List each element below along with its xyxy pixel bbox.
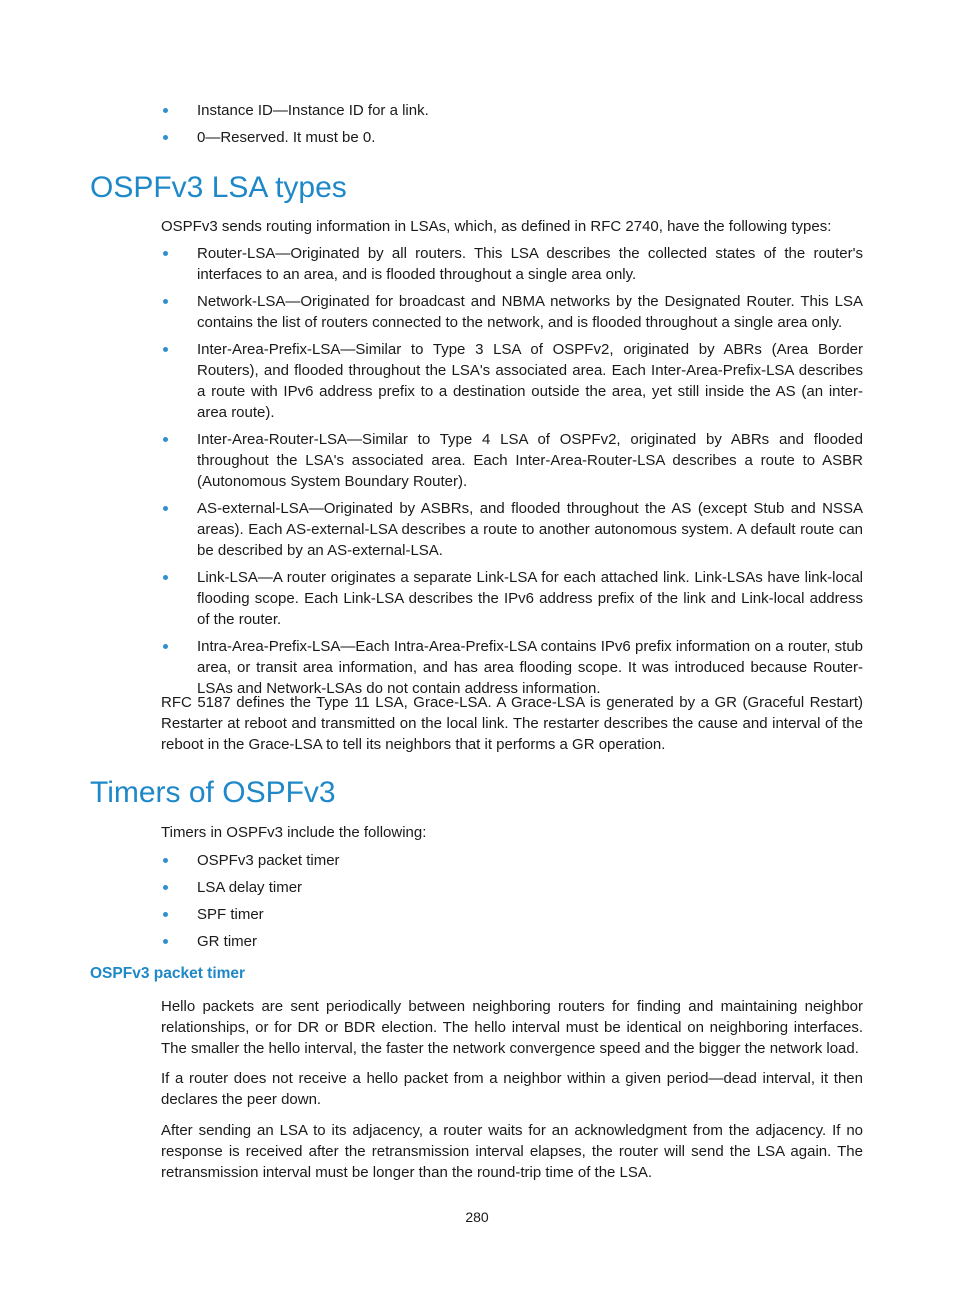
bullet-icon bbox=[163, 437, 168, 442]
list-item: LSA delay timer bbox=[161, 877, 863, 898]
timers-list bbox=[161, 850, 863, 958]
bullet-icon bbox=[163, 939, 168, 944]
bullet-icon bbox=[163, 858, 168, 863]
timers-intro: Timers in OSPFv3 include the following: bbox=[161, 824, 427, 841]
list-item: OSPFv3 packet timer bbox=[161, 850, 863, 871]
bullet-icon bbox=[163, 135, 168, 140]
list-item: Network-LSA—Originated for broadcast and NBMA networks by the Designated Router. This LSA contains the list of routers connected to the network, and is flooded throughout a single area only. bbox=[161, 291, 863, 333]
bullet-icon bbox=[163, 347, 168, 352]
list-item: AS-external-LSA—Originated by ASBRs, and flooded throughout the AS (except Stub and NSSA areas). Each AS-external-LSA describes a route to another autonomous system. A default route can be described by an AS-external-LSA. bbox=[161, 498, 863, 561]
bullet-icon bbox=[163, 885, 168, 890]
list-item: Inter-Area-Router-LSA—Similar to Type 4 LSA of OSPFv2, originated by ABRs and flooded throughout the LSA's associated area. Each Inter-Area-Router-LSA describes a route to ASBR (Autonomous System Boundary Router). bbox=[161, 429, 863, 492]
lsa-types-list bbox=[161, 243, 863, 705]
list-item: Router-LSA—Originated by all routers. This LSA describes the collected states of the router's interfaces to an area, and is flooded throughout a single area only. bbox=[161, 243, 863, 285]
list-item: 0—Reserved. It must be 0. bbox=[161, 127, 863, 148]
list-item: Link-LSA—A router originates a separate Link-LSA for each attached link. Link-LSAs have link-local flooding scope. Each Link-LSA describes the IPv6 address prefix of the link and Link-local address of the router. bbox=[161, 567, 863, 630]
list-item: Inter-Area-Prefix-LSA—Similar to Type 3 LSA of OSPFv2, originated by ABRs (Area Border Routers), and flooded throughout the LSA's associated area. Each Inter-Area-Prefix-LSA describes a route with IPv6 address prefix to a destination outside the area, yet still inside the AS (an inter-area route). bbox=[161, 339, 863, 423]
list-item: Instance ID—Instance ID for a link. bbox=[161, 100, 863, 121]
dead-interval-paragraph: If a router does not receive a hello packet from a neighbor within a given period—dead interval, it then declares the peer down. bbox=[161, 1070, 863, 1108]
top-bullet-list bbox=[161, 100, 863, 154]
list-item: SPF timer bbox=[161, 904, 863, 925]
bullet-icon bbox=[163, 644, 168, 649]
bullet-icon bbox=[163, 299, 168, 304]
packet-timer-paragraph: Hello packets are sent periodically between neighboring routers for finding and maintaining neighbor relationships, or for DR or BDR election. The hello interval must be identical on neighboring interfaces. The smaller the hello interval, the faster the network convergence speed and the bigger the network load. bbox=[161, 998, 863, 1057]
section-heading-timers: Timers of OSPFv3 bbox=[90, 776, 336, 809]
bullet-icon bbox=[163, 251, 168, 256]
bullet-icon bbox=[163, 108, 168, 113]
bullet-icon bbox=[163, 912, 168, 917]
page-number: 280 bbox=[465, 1209, 489, 1225]
section-intro: OSPFv3 sends routing information in LSAs, which, as defined in RFC 2740, have the following types: bbox=[161, 218, 832, 235]
list-item: GR timer bbox=[161, 931, 863, 952]
retransmission-paragraph: After sending an LSA to its adjacency, a router waits for an acknowledgment from the adjacency. If no response is received after the retransmission interval elapses, the router will send the LSA again. The retransmission interval must be longer than the round-trip time of the LSA. bbox=[161, 1122, 863, 1181]
grace-lsa-paragraph: RFC 5187 defines the Type 11 LSA, Grace-LSA. A Grace-LSA is generated by a GR (Graceful Restart) Restarter at reboot and transmitted on the local link. The restarter describes the cause and interval of the reboot in the Grace-LSA to tell its neighbors that it performs a GR operation. bbox=[161, 694, 863, 753]
list-item: Intra-Area-Prefix-LSA—Each Intra-Area-Prefix-LSA contains IPv6 prefix information on a router, stub area, or transit area information, and has area flooding scope. It was introduced because Router-LSAs and Network-LSAs do not contain address information. bbox=[161, 636, 863, 699]
section-heading-lsa-types: OSPFv3 LSA types bbox=[90, 171, 347, 204]
subsection-heading-packet-timer: OSPFv3 packet timer bbox=[90, 965, 246, 982]
bullet-icon bbox=[163, 506, 168, 511]
bullet-icon bbox=[163, 575, 168, 580]
